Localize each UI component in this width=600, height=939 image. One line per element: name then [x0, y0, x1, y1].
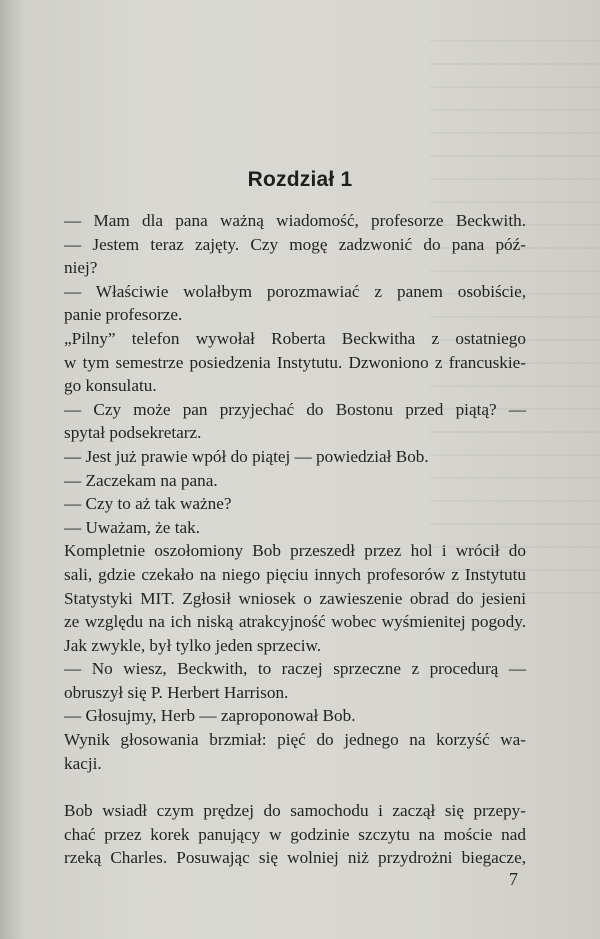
- text-line: Kompletnie oszołomiony Bob przeszedł przez hol i wrócił do: [64, 541, 526, 561]
- text-line: w tym semestrze posiedzenia Instytutu. Dzwoniono z francuskie-: [64, 352, 526, 372]
- text-line: — Czy to aż tak ważne?: [64, 494, 232, 514]
- text-line: — No wiesz, Beckwith, to raczej sprzeczne z procedurą —: [64, 659, 526, 679]
- paragraph-gap: [64, 775, 526, 799]
- text-line: — Głosujmy, Herb — zaproponował Bob.: [64, 706, 356, 726]
- text-line: — Zaczekam na pana.: [64, 470, 218, 490]
- text-line: panie profesorze.: [64, 305, 183, 325]
- text-line: go konsulatu.: [64, 376, 157, 396]
- text-line: spytał podsekretarz.: [64, 423, 202, 443]
- text-line: ze względu na ich niską atrakcyjność wobec wyśmienitej pogody.: [64, 612, 526, 632]
- text-line: — Czy może pan przyjechać do Bostonu przed piątą? —: [64, 399, 526, 419]
- text-line: obruszył się P. Herbert Harrison.: [64, 682, 289, 702]
- text-line: niej?: [64, 258, 98, 278]
- text-line: — Jest już prawie wpół do piątej — powiedział Bob.: [64, 446, 429, 466]
- text-line: Bob wsiadł czym prędzej do samochodu i zaczął się przepy-: [64, 801, 526, 821]
- page-spine-shadow: [0, 0, 22, 939]
- text-line: chać przez korek panujący w godzinie szczytu na moście nad: [64, 824, 526, 844]
- text-line: Statystyki MIT. Zgłosił wniosek o zawieszenie obrad do jesieni: [64, 588, 526, 608]
- body-text: [64, 209, 526, 870]
- text-line: — Jestem teraz zajęty. Czy mogę zadzwonić do pana póź-: [64, 234, 526, 254]
- page-number: 7: [509, 869, 518, 889]
- text-line: — Mam dla pana ważną wiadomość, profesorze Beckwith.: [64, 211, 526, 230]
- text-line: „Pilny” telefon wywołał Roberta Beckwitha z ostatniego: [64, 328, 526, 348]
- text-line: — Uważam, że tak.: [64, 517, 201, 537]
- text-line: Wynik głosowania brzmiał: pięć do jednego na korzyść wa-: [64, 730, 526, 750]
- chapter-title: Rozdział 1: [247, 168, 353, 191]
- text-line: sali, gdzie czekało na niego pięciu innych profesorów z Instytutu: [64, 564, 526, 584]
- text-line: — Właściwie wolałbym porozmawiać z panem osobiście,: [64, 281, 526, 301]
- text-line: rzeką Charles. Posuwając się wolniej niż przydrożni biegacze,: [64, 848, 526, 868]
- text-line: Jak zwykle, był tylko jeden sprzeciw.: [64, 635, 322, 655]
- text-line: kacji.: [64, 753, 102, 773]
